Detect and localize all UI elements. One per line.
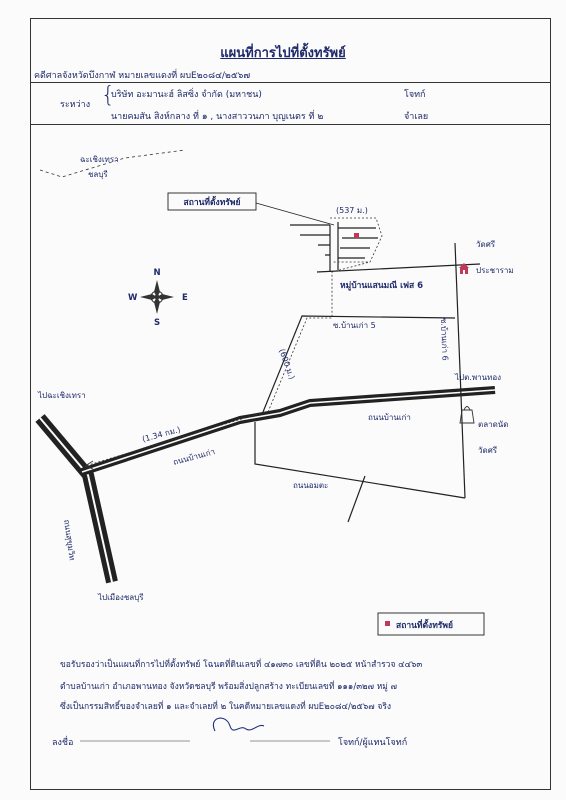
soi6-label: ซ.บ้านเก่า 6 — [439, 317, 450, 361]
bankao-label-right: ถนนบ้านเก่า — [368, 413, 411, 422]
province-bottom-label: ชลบุรี — [88, 170, 108, 179]
property-callout-label: สถานที่ตั้งทรัพย์ — [183, 198, 241, 208]
legend-label: สถานที่ตั้งทรัพย์ — [396, 621, 453, 631]
plaintiff-name: บริษัท อะมานะฮ์ ลิสซิ่ง จำกัด (มหาชน) — [111, 90, 262, 100]
village-label: หมู่บ้านแสนมณี เฟส 6 — [340, 281, 424, 291]
bankao-label-left: ถนนบ้านเก่า — [172, 447, 216, 467]
brace-glyph: { — [101, 83, 115, 108]
province-top-label: ฉะเชิงเทรา — [80, 155, 119, 164]
sign-label: ลงชื่อ — [52, 738, 74, 748]
to-phanthong-label: ไปต.พานทอง — [455, 373, 502, 382]
case-number-line: คดีศาลจังหวัดบึงกาฬ หมายเลขแดงที่ ผบE๒๐๘๔/๒๕๖๗ — [34, 71, 251, 81]
temple-label: วัดศรี — [476, 240, 496, 249]
compass-s: S — [153, 318, 161, 328]
plaintiff-role: โจทก์ — [404, 90, 426, 100]
omata-label: ถนนอมตะ — [293, 481, 329, 490]
soi5-label: ซ.บ้านเก่า 5 — [333, 321, 376, 330]
compass-n: N — [153, 268, 161, 278]
property-marker — [354, 233, 359, 238]
legend-marker — [385, 621, 390, 626]
soi-bankao6 — [455, 243, 465, 498]
sign-role: โจทก์/ผู้แทนโจทก์ — [338, 738, 408, 748]
to-chachoengsao-label: ไปฉะเชิงเทรา — [38, 391, 86, 400]
distance-600-label: (600 ม.) — [277, 347, 297, 381]
footer-line-1: ขอรับรองว่าเป็นแผนที่การไปที่ตั้งทรัพย์ โฉนดที่ดินเลขที่ ๔๑๗๓๐ เลขที่ดิน ๒๐๒๕ หน้าสำรวจ ๔๔๖๓ — [60, 660, 423, 670]
compass-e: E — [182, 293, 188, 303]
defendant-role: จำเลย — [404, 112, 429, 122]
document-title: แผนที่การไปที่ตั้งทรัพย์ — [220, 46, 346, 61]
signature-scribble — [213, 718, 264, 731]
footer-line-3: ซึ่งเป็นกรรมสิทธิ์ของจำเลยที่ ๑ และจำเลยที่ ๒ ในคดีหมายเลขแดงที่ ผบE๒๐๘๔/๒๕๖๗ จริง — [60, 702, 392, 712]
bankao-road — [82, 390, 495, 472]
compass-rose-icon — [140, 280, 174, 314]
temple-label-2: ประชาราม — [476, 266, 514, 275]
sukhumvit-label: ถนนสุขุมวิท — [62, 519, 77, 562]
defendant-names: นายคมสัน สิงห์กลาง ที่ ๑ , นางสาววนภา บุญเนตร ที่ ๒ — [111, 112, 324, 122]
distance-537-label: (537 ม.) — [336, 206, 368, 215]
between-label: ระหว่าง — [60, 100, 91, 110]
omata-road — [255, 422, 465, 498]
footer-line-2: ตำบลบ้านเก่า อำเภอพานทอง จังหวัดชลบุรี พร้อมสิ่งปลูกสร้าง ทะเบียนเลขที่ ๑๑๑/๓๒๗ หมู่ ๗ — [60, 682, 397, 692]
to-chonburi-label: ไปเมืองชลบุรี — [98, 593, 144, 602]
market-label-2: วัดศรี — [478, 446, 498, 455]
market-label: ตลาดนัด — [478, 420, 509, 429]
distance-134-label: (1.34 กม.) — [141, 425, 182, 444]
compass-w: W — [128, 293, 138, 303]
